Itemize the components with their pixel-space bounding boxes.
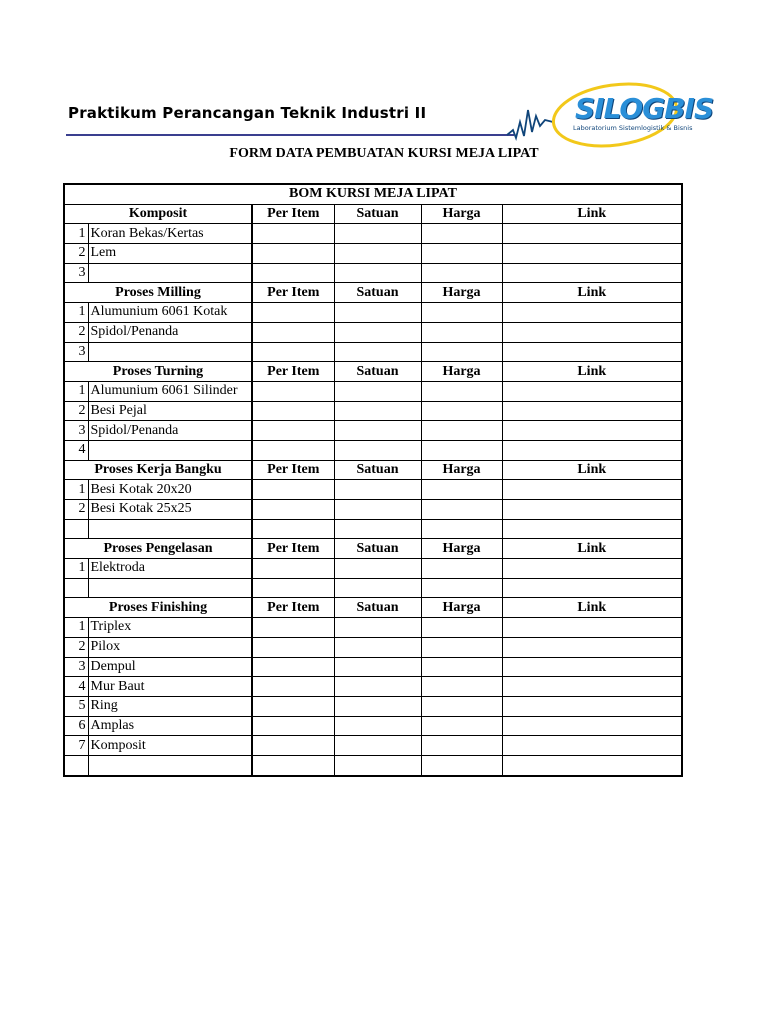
row-number: 1 <box>64 224 88 244</box>
row-number: 3 <box>64 263 88 283</box>
per-item-cell <box>252 381 334 401</box>
table-row <box>64 303 682 323</box>
harga-cell <box>421 716 502 736</box>
harga-cell <box>421 440 502 460</box>
item-name: Besi Pejal <box>88 401 252 421</box>
link-cell <box>502 755 682 775</box>
column-header-per-item: Per Item <box>252 204 334 224</box>
row-number <box>64 519 88 539</box>
link-cell <box>502 480 682 500</box>
column-header-link: Link <box>502 598 682 618</box>
harga-cell <box>421 578 502 598</box>
per-item-cell <box>252 637 334 657</box>
column-header-satuan: Satuan <box>334 598 421 618</box>
table-row <box>64 637 682 657</box>
satuan-cell <box>334 618 421 638</box>
satuan-cell <box>334 736 421 756</box>
table-row <box>64 480 682 500</box>
satuan-cell <box>334 480 421 500</box>
item-name: Spidol/Penanda <box>88 322 252 342</box>
row-number <box>64 755 88 775</box>
item-name: Elektroda <box>88 559 252 579</box>
per-item-cell <box>252 755 334 775</box>
satuan-cell <box>334 755 421 775</box>
column-header-satuan: Satuan <box>334 362 421 382</box>
per-item-cell <box>252 401 334 421</box>
column-header-satuan: Satuan <box>334 204 421 224</box>
section-header-row <box>64 362 682 382</box>
link-cell <box>502 342 682 362</box>
link-cell <box>502 519 682 539</box>
row-number: 2 <box>64 244 88 264</box>
row-number: 3 <box>64 421 88 441</box>
section-header-row <box>64 598 682 618</box>
item-name: Lem <box>88 244 252 264</box>
row-number: 1 <box>64 559 88 579</box>
per-item-cell <box>252 421 334 441</box>
column-header-per-item: Per Item <box>252 539 334 559</box>
column-header-harga: Harga <box>421 460 502 480</box>
table-row <box>64 657 682 677</box>
per-item-cell <box>252 736 334 756</box>
column-header-link: Link <box>502 283 682 303</box>
row-number: 3 <box>64 657 88 677</box>
row-number: 1 <box>64 381 88 401</box>
form-title: FORM DATA PEMBUATAN KURSI MEJA LIPAT <box>229 146 539 161</box>
silogbis-logo <box>505 80 714 150</box>
harga-cell <box>421 618 502 638</box>
item-name: Alumunium 6061 Silinder <box>88 381 252 401</box>
item-name: Pilox <box>88 637 252 657</box>
satuan-cell <box>334 657 421 677</box>
column-header-satuan: Satuan <box>334 283 421 303</box>
per-item-cell <box>252 716 334 736</box>
satuan-cell <box>334 263 421 283</box>
section-title: Proses Milling <box>64 283 252 303</box>
table-row <box>64 322 682 342</box>
harga-cell <box>421 519 502 539</box>
item-name <box>88 578 252 598</box>
link-cell <box>502 401 682 421</box>
satuan-cell <box>334 303 421 323</box>
item-name: Dempul <box>88 657 252 677</box>
link-cell <box>502 716 682 736</box>
table-row <box>64 578 682 598</box>
per-item-cell <box>252 322 334 342</box>
column-header-per-item: Per Item <box>252 283 334 303</box>
per-item-cell <box>252 224 334 244</box>
satuan-cell <box>334 716 421 736</box>
harga-cell <box>421 677 502 697</box>
item-name <box>88 440 252 460</box>
per-item-cell <box>252 677 334 697</box>
satuan-cell <box>334 677 421 697</box>
link-cell <box>502 263 682 283</box>
logo-wordmark: SILOGBIS <box>575 92 714 125</box>
per-item-cell <box>252 244 334 264</box>
link-cell <box>502 244 682 264</box>
link-cell <box>502 381 682 401</box>
link-cell <box>502 677 682 697</box>
column-header-link: Link <box>502 362 682 382</box>
table-caption: BOM KURSI MEJA LIPAT <box>64 184 682 204</box>
harga-cell <box>421 637 502 657</box>
satuan-cell <box>334 559 421 579</box>
item-name: Besi Kotak 20x20 <box>88 480 252 500</box>
row-number: 1 <box>64 303 88 323</box>
link-cell <box>502 578 682 598</box>
column-header-per-item: Per Item <box>252 598 334 618</box>
link-cell <box>502 224 682 244</box>
item-name: Amplas <box>88 716 252 736</box>
item-name: Mur Baut <box>88 677 252 697</box>
row-number: 2 <box>64 500 88 520</box>
row-number: 2 <box>64 637 88 657</box>
table-row <box>64 244 682 264</box>
harga-cell <box>421 755 502 775</box>
section-header-row <box>64 539 682 559</box>
section-title: Proses Pengelasan <box>64 539 252 559</box>
column-header-link: Link <box>502 460 682 480</box>
row-number: 1 <box>64 618 88 638</box>
column-header-per-item: Per Item <box>252 362 334 382</box>
satuan-cell <box>334 381 421 401</box>
table-row <box>64 381 682 401</box>
section-title: Komposit <box>64 204 252 224</box>
table-row <box>64 736 682 756</box>
table-row <box>64 696 682 716</box>
link-cell <box>502 322 682 342</box>
column-header-harga: Harga <box>421 598 502 618</box>
column-header-harga: Harga <box>421 362 502 382</box>
per-item-cell <box>252 696 334 716</box>
table-caption-row <box>64 184 682 204</box>
per-item-cell <box>252 263 334 283</box>
item-name: Komposit <box>88 736 252 756</box>
satuan-cell <box>334 322 421 342</box>
item-name: Ring <box>88 696 252 716</box>
logo-subtitle: Laboratorium Sistemlogistik & Bisnis <box>573 124 693 132</box>
item-name: Spidol/Penanda <box>88 421 252 441</box>
table-row <box>64 263 682 283</box>
table-row <box>64 755 682 775</box>
item-name: Koran Bekas/Kertas <box>88 224 252 244</box>
link-cell <box>502 500 682 520</box>
harga-cell <box>421 401 502 421</box>
harga-cell <box>421 303 502 323</box>
satuan-cell <box>334 578 421 598</box>
table-row <box>64 559 682 579</box>
per-item-cell <box>252 657 334 677</box>
link-cell <box>502 618 682 638</box>
link-cell <box>502 421 682 441</box>
column-header-harga: Harga <box>421 283 502 303</box>
bom-table <box>63 183 683 777</box>
table-row <box>64 342 682 362</box>
item-name: Besi Kotak 25x25 <box>88 500 252 520</box>
column-header-per-item: Per Item <box>252 460 334 480</box>
row-number: 7 <box>64 736 88 756</box>
harga-cell <box>421 322 502 342</box>
link-cell <box>502 440 682 460</box>
per-item-cell <box>252 519 334 539</box>
table-row <box>64 500 682 520</box>
harga-cell <box>421 342 502 362</box>
item-name: Alumunium 6061 Kotak <box>88 303 252 323</box>
row-number <box>64 578 88 598</box>
row-number: 4 <box>64 440 88 460</box>
harga-cell <box>421 657 502 677</box>
harga-cell <box>421 736 502 756</box>
satuan-cell <box>334 519 421 539</box>
harga-cell <box>421 381 502 401</box>
harga-cell <box>421 263 502 283</box>
satuan-cell <box>334 440 421 460</box>
satuan-cell <box>334 696 421 716</box>
link-cell <box>502 736 682 756</box>
section-title: Proses Finishing <box>64 598 252 618</box>
table-row <box>64 618 682 638</box>
table-row <box>64 716 682 736</box>
table-row <box>64 224 682 244</box>
row-number: 2 <box>64 322 88 342</box>
per-item-cell <box>252 559 334 579</box>
item-name <box>88 263 252 283</box>
harga-cell <box>421 224 502 244</box>
satuan-cell <box>334 637 421 657</box>
per-item-cell <box>252 440 334 460</box>
row-number: 3 <box>64 342 88 362</box>
per-item-cell <box>252 618 334 638</box>
link-cell <box>502 303 682 323</box>
row-number: 1 <box>64 480 88 500</box>
link-cell <box>502 696 682 716</box>
harga-cell <box>421 500 502 520</box>
table-row <box>64 677 682 697</box>
table-row <box>64 519 682 539</box>
harga-cell <box>421 480 502 500</box>
document-header-title: Praktikum Perancangan Teknik Industri II <box>68 104 427 122</box>
section-title: Proses Kerja Bangku <box>64 460 252 480</box>
harga-cell <box>421 244 502 264</box>
link-cell <box>502 657 682 677</box>
column-header-link: Link <box>502 204 682 224</box>
satuan-cell <box>334 401 421 421</box>
section-header-row <box>64 460 682 480</box>
link-cell <box>502 637 682 657</box>
column-header-satuan: Satuan <box>334 539 421 559</box>
satuan-cell <box>334 500 421 520</box>
harga-cell <box>421 696 502 716</box>
section-title: Proses Turning <box>64 362 252 382</box>
per-item-cell <box>252 500 334 520</box>
harga-cell <box>421 559 502 579</box>
satuan-cell <box>334 224 421 244</box>
satuan-cell <box>334 244 421 264</box>
satuan-cell <box>334 421 421 441</box>
table-row <box>64 401 682 421</box>
section-header-row <box>64 204 682 224</box>
row-number: 6 <box>64 716 88 736</box>
header-divider <box>66 134 514 136</box>
item-name <box>88 519 252 539</box>
per-item-cell <box>252 578 334 598</box>
column-header-link: Link <box>502 539 682 559</box>
column-header-harga: Harga <box>421 204 502 224</box>
harga-cell <box>421 421 502 441</box>
satuan-cell <box>334 342 421 362</box>
per-item-cell <box>252 342 334 362</box>
item-name: Triplex <box>88 618 252 638</box>
item-name <box>88 342 252 362</box>
table-row <box>64 421 682 441</box>
row-number: 5 <box>64 696 88 716</box>
table-row <box>64 440 682 460</box>
column-header-harga: Harga <box>421 539 502 559</box>
per-item-cell <box>252 303 334 323</box>
per-item-cell <box>252 480 334 500</box>
link-cell <box>502 559 682 579</box>
column-header-satuan: Satuan <box>334 460 421 480</box>
row-number: 2 <box>64 401 88 421</box>
item-name <box>88 755 252 775</box>
row-number: 4 <box>64 677 88 697</box>
section-header-row <box>64 283 682 303</box>
